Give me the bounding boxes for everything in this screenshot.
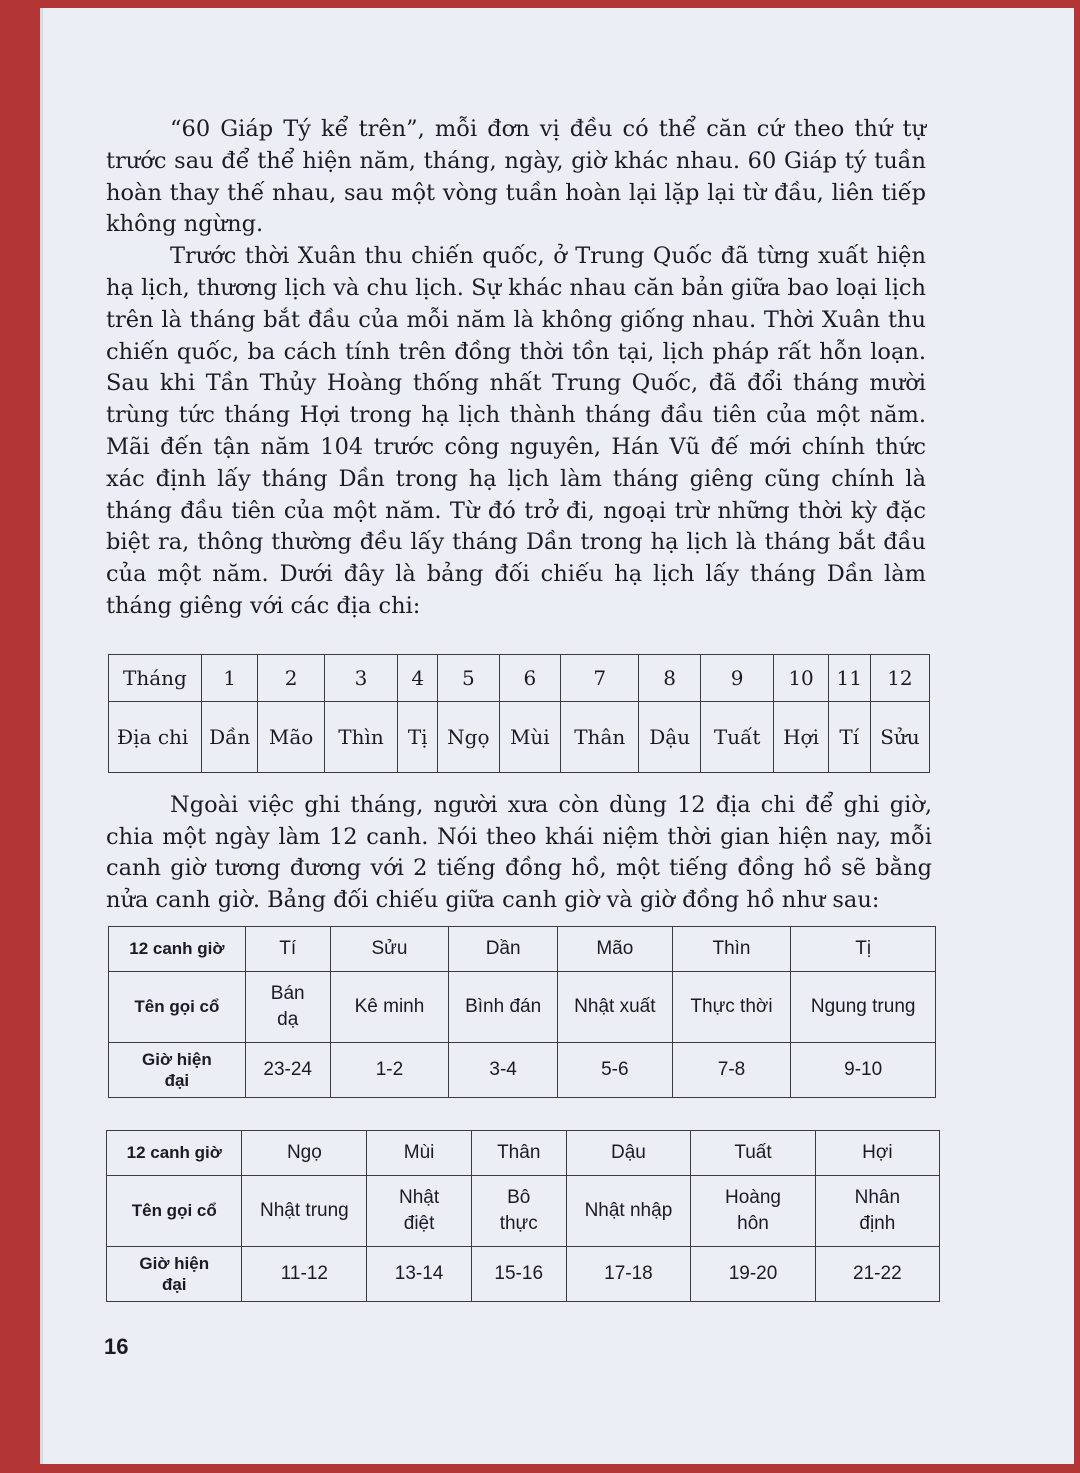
table-cell: Sửu xyxy=(330,927,449,972)
table-cell: 5-6 xyxy=(557,1043,672,1098)
table-cell: 12 xyxy=(870,655,929,702)
page-number: 16 xyxy=(104,1334,129,1359)
table-row xyxy=(107,1176,940,1247)
table-cell: Dần xyxy=(449,927,558,972)
table-cell: 21-22 xyxy=(815,1247,939,1302)
table-cell: Hợi xyxy=(815,1131,939,1176)
table-row xyxy=(107,1247,940,1302)
table-cell: Nhật trung xyxy=(242,1176,367,1247)
table-row xyxy=(109,927,936,972)
table-cell: 6 xyxy=(499,655,560,702)
table-row xyxy=(109,972,936,1043)
table-cell: 17-18 xyxy=(566,1247,691,1302)
paragraph-3: Ngoài việc ghi tháng, người xưa còn dùng 12 địa chi để ghi giờ, chia một ngày làm 12 canh. Nói theo khái niệm thời gian hiện nay, mỗi canh giờ tương đương với 2 tiếng đồng hồ, một tiếng đồng hồ sẽ bằng nửa canh giờ. Bảng đối chiếu giữa canh giờ và giờ đồng hồ như sau: xyxy=(106,792,932,913)
table-header-cell: 12 canh giờ xyxy=(109,927,246,972)
body-text xyxy=(106,114,926,623)
paragraph-2: Trước thời Xuân thu chiến quốc, ở Trung Quốc đã từng xuất hiện hạ lịch, thương lịch và chu lịch. Sự khác nhau căn bản giữa bao loại lịch trên là tháng bắt đầu của mỗi năm là không giống nhau. Thời Xuân thu chiến quốc, ba cách tính trên đồng thời tồn tại, lịch pháp rất hỗn loạn. Sau khi Tần Thủy Hoàng thống nhất Trung Quốc, đã đổi tháng mười trùng tức tháng Hợi trong hạ lịch thành tháng đầu tiên của một năm. Mãi đến tận năm 104 trước công nguyên, Hán Vũ đế mới chính thức xác định lấy tháng Dần trong hạ lịch làm tháng giêng cũng chính là tháng đầu tiên của một năm. Từ đó trở đi, ngoại trừ những thời kỳ đặc biệt ra, thông thường đều lấy tháng Dần trong hạ lịch là tháng bắt đầu của một năm. Dưới đây là bảng đối chiếu hạ lịch lấy tháng Dần làm tháng giêng với các địa chi: xyxy=(106,243,926,619)
table-cell: Dần xyxy=(201,702,258,773)
table-cell: Thân xyxy=(471,1131,566,1176)
table-cell: 2 xyxy=(258,655,324,702)
table-cell: Ngung trung xyxy=(791,972,936,1043)
table-cell: Nhân định xyxy=(815,1176,939,1247)
table-cell: Sửu xyxy=(870,702,929,773)
table-header-cell: Giờ hiện đại xyxy=(107,1247,242,1302)
table-cell: Tuất xyxy=(691,1131,815,1176)
table-cell: 7 xyxy=(561,655,639,702)
table-cell: 10 xyxy=(774,655,828,702)
table-cell: 19-20 xyxy=(691,1247,815,1302)
table-cell: Tí xyxy=(245,927,330,972)
table-cell: 11-12 xyxy=(242,1247,367,1302)
table-cell: Nhật nhập xyxy=(566,1176,691,1247)
hour-table-1 xyxy=(108,926,936,1098)
table-cell: 8 xyxy=(639,655,700,702)
table-row xyxy=(109,1043,936,1098)
table-cell: 4 xyxy=(398,655,438,702)
hour-table-2 xyxy=(106,1130,940,1302)
table-cell: Nhật xuất xyxy=(557,972,672,1043)
table-header-cell: Tên gọi cổ xyxy=(109,972,246,1043)
paragraph-1: “60 Giáp Tý kể trên”, mỗi đơn vị đều có thể căn cứ theo thứ tự trước sau để thể hiện năm, tháng, ngày, giờ khác nhau. 60 Giáp tý tuần hoàn thay thế nhau, sau một vòng tuần hoàn lại lặp lại từ đầu, liên tiếp không ngừng. xyxy=(106,116,926,238)
table-cell: Thìn xyxy=(324,702,398,773)
table-cell: Hoàng hôn xyxy=(691,1176,815,1247)
table-header-cell: 12 canh giờ xyxy=(107,1131,242,1176)
body-text-2 xyxy=(106,790,932,916)
table-cell: 1 xyxy=(201,655,258,702)
table-cell: Bô thực xyxy=(471,1176,566,1247)
table-cell: 5 xyxy=(438,655,499,702)
table-cell: Ngọ xyxy=(242,1131,367,1176)
table-cell: Mùi xyxy=(499,702,560,773)
table-header-cell: Địa chi xyxy=(109,702,202,773)
month-chi-table xyxy=(108,654,930,773)
table-cell: Kê minh xyxy=(330,972,449,1043)
table-cell: 9-10 xyxy=(791,1043,936,1098)
table-cell: Bán dạ xyxy=(245,972,330,1043)
table-cell: 23-24 xyxy=(245,1043,330,1098)
table-cell: Thực thời xyxy=(672,972,791,1043)
table-cell: Mão xyxy=(557,927,672,972)
table-cell: Tị xyxy=(791,927,936,972)
table-row xyxy=(109,702,930,773)
table-cell: 3-4 xyxy=(449,1043,558,1098)
table-header-cell: Tháng xyxy=(109,655,202,702)
table-cell: Dậu xyxy=(566,1131,691,1176)
table-cell: Tị xyxy=(398,702,438,773)
table-cell: 1-2 xyxy=(330,1043,449,1098)
table-cell: 7-8 xyxy=(672,1043,791,1098)
table-cell: Hợi xyxy=(774,702,828,773)
table-cell: Ngọ xyxy=(438,702,499,773)
table-cell: 13-14 xyxy=(367,1247,472,1302)
table-cell: Mùi xyxy=(367,1131,472,1176)
table-cell: Tuất xyxy=(700,702,774,773)
table-header-cell: Tên gọi cổ xyxy=(107,1176,242,1247)
table-row xyxy=(109,655,930,702)
table-cell: 11 xyxy=(828,655,870,702)
table-row xyxy=(107,1131,940,1176)
table-cell: Thìn xyxy=(672,927,791,972)
table-cell: Nhật điệt xyxy=(367,1176,472,1247)
table-cell: 3 xyxy=(324,655,398,702)
table-header-cell: Giờ hiện đại xyxy=(109,1043,246,1098)
table-cell: Tí xyxy=(828,702,870,773)
table-cell: Thân xyxy=(561,702,639,773)
table-cell: 15-16 xyxy=(471,1247,566,1302)
table-cell: Bình đán xyxy=(449,972,558,1043)
table-cell: 9 xyxy=(700,655,774,702)
table-cell: Mão xyxy=(258,702,324,773)
table-cell: Dậu xyxy=(639,702,700,773)
